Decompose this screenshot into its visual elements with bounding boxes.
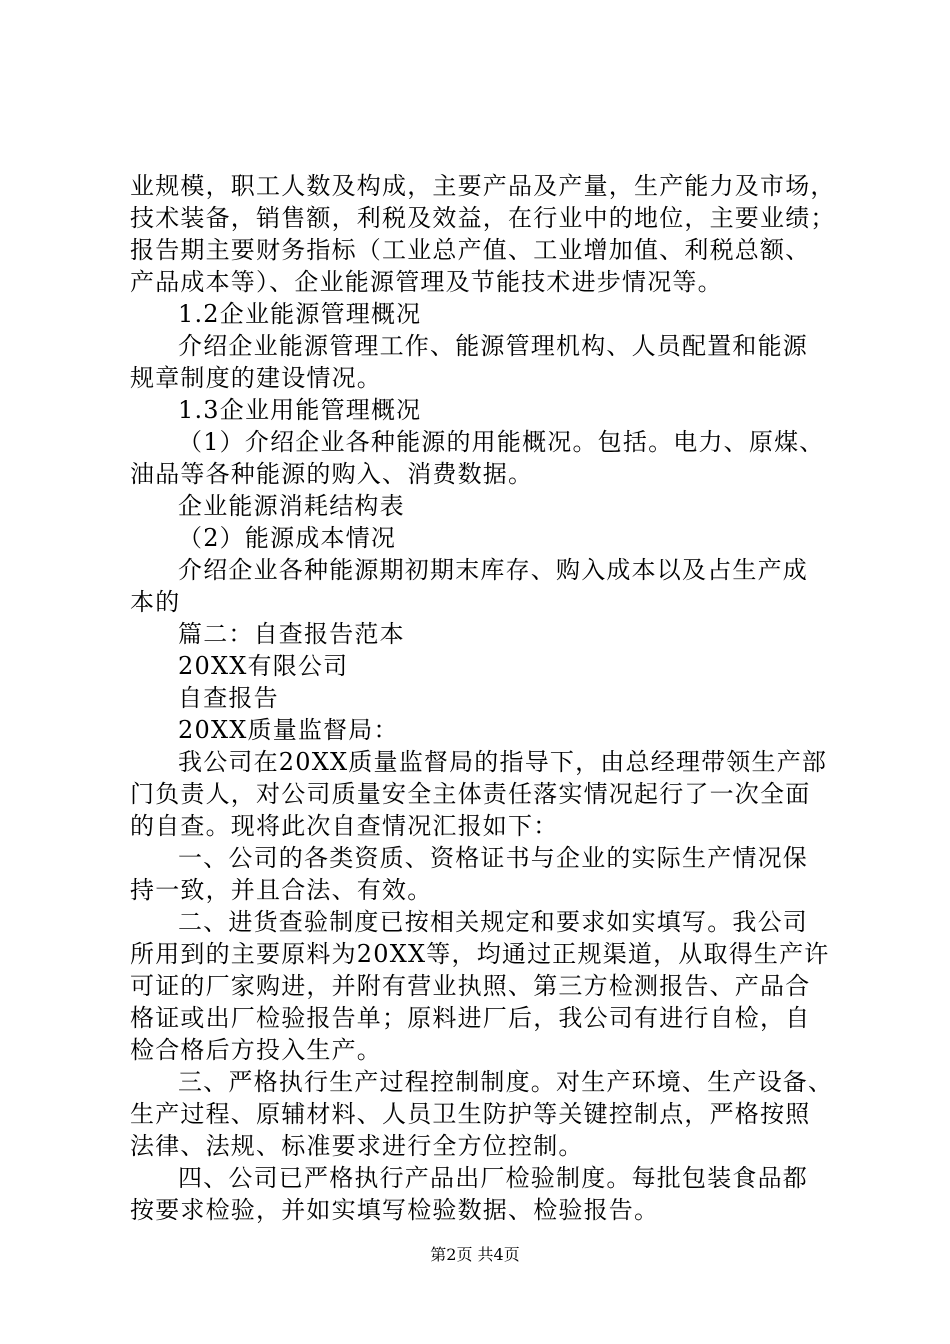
- text-line: 企业能源消耗结构表: [178, 492, 405, 520]
- text-line: 我公司在20XX质量监督局的指导下，由总经理带领生产部: [178, 748, 828, 776]
- text-line: 介绍企业各种能源期初期末库存、购入成本以及占生产成: [178, 556, 808, 584]
- text-line: 1.3企业用能管理概况: [178, 396, 422, 424]
- text-line: 20XX质量监督局：: [178, 716, 399, 744]
- text-line: 自查报告: [178, 684, 279, 712]
- text-line: 报告期主要财务指标（工业总产值、工业增加值、利税总额、: [130, 236, 811, 264]
- text-line: 法律、法规、标准要求进行全方位控制。: [130, 1132, 584, 1160]
- text-line: 20XX有限公司: [178, 652, 349, 680]
- text-line: （2）能源成本情况: [178, 524, 397, 552]
- text-line: 格证或出厂检验报告单；原料进厂后，我公司有进行自检，自: [130, 1004, 811, 1032]
- text-line: 本的: [130, 588, 181, 616]
- page-footer: 第2页 共4页: [430, 1245, 520, 1264]
- text-line: 的自查。现将此次自查情况汇报如下：: [130, 812, 559, 840]
- text-line: 篇二：自查报告范本: [178, 620, 405, 648]
- text-line: 三、严格执行生产过程控制制度。对生产环境、生产设备、: [178, 1068, 834, 1096]
- text-line: 持一致，并且合法、有效。: [130, 876, 433, 904]
- body-text: [130, 170, 836, 1226]
- text-line: （1）介绍企业各种能源的用能概况。包括。电力、原煤、: [178, 428, 825, 456]
- text-line: 所用到的主要原料为20XX等，均通过正规渠道，从取得生产许: [130, 940, 830, 968]
- text-line: 油品等各种能源的购入、消费数据。: [130, 460, 534, 488]
- text-line: 二、进货查验制度已按相关规定和要求如实填写。我公司: [178, 908, 808, 936]
- text-line: 生产过程、原辅材料、人员卫生防护等关键控制点，严格按照: [130, 1100, 811, 1128]
- text-line: 门负责人，对公司质量安全主体责任落实情况起行了一次全面: [130, 780, 811, 808]
- text-line: 技术装备，销售额，利税及效益，在行业中的地位，主要业绩；: [130, 204, 836, 232]
- text-line: 一、公司的各类资质、资格证书与企业的实际生产情况保: [178, 844, 808, 872]
- text-line: 介绍企业能源管理工作、能源管理机构、人员配置和能源: [178, 332, 808, 360]
- text-line: 检合格后方投入生产。: [130, 1036, 382, 1064]
- text-line: 四、公司已严格执行产品出厂检验制度。每批包装食品都: [178, 1164, 808, 1192]
- text-line: 产品成本等）、企业能源管理及节能技术进步情况等。: [130, 268, 723, 296]
- text-line: 1.2企业能源管理概况: [178, 300, 422, 328]
- text-line: 可证的厂家购进，并附有营业执照、第三方检测报告、产品合: [130, 972, 811, 1000]
- text-line: 业规模，职工人数及构成，主要产品及产量，生产能力及市场，: [130, 172, 836, 200]
- text-line: 规章制度的建设情况。: [130, 364, 382, 392]
- text-line: 按要求检验，并如实填写检验数据、检验报告。: [130, 1196, 660, 1224]
